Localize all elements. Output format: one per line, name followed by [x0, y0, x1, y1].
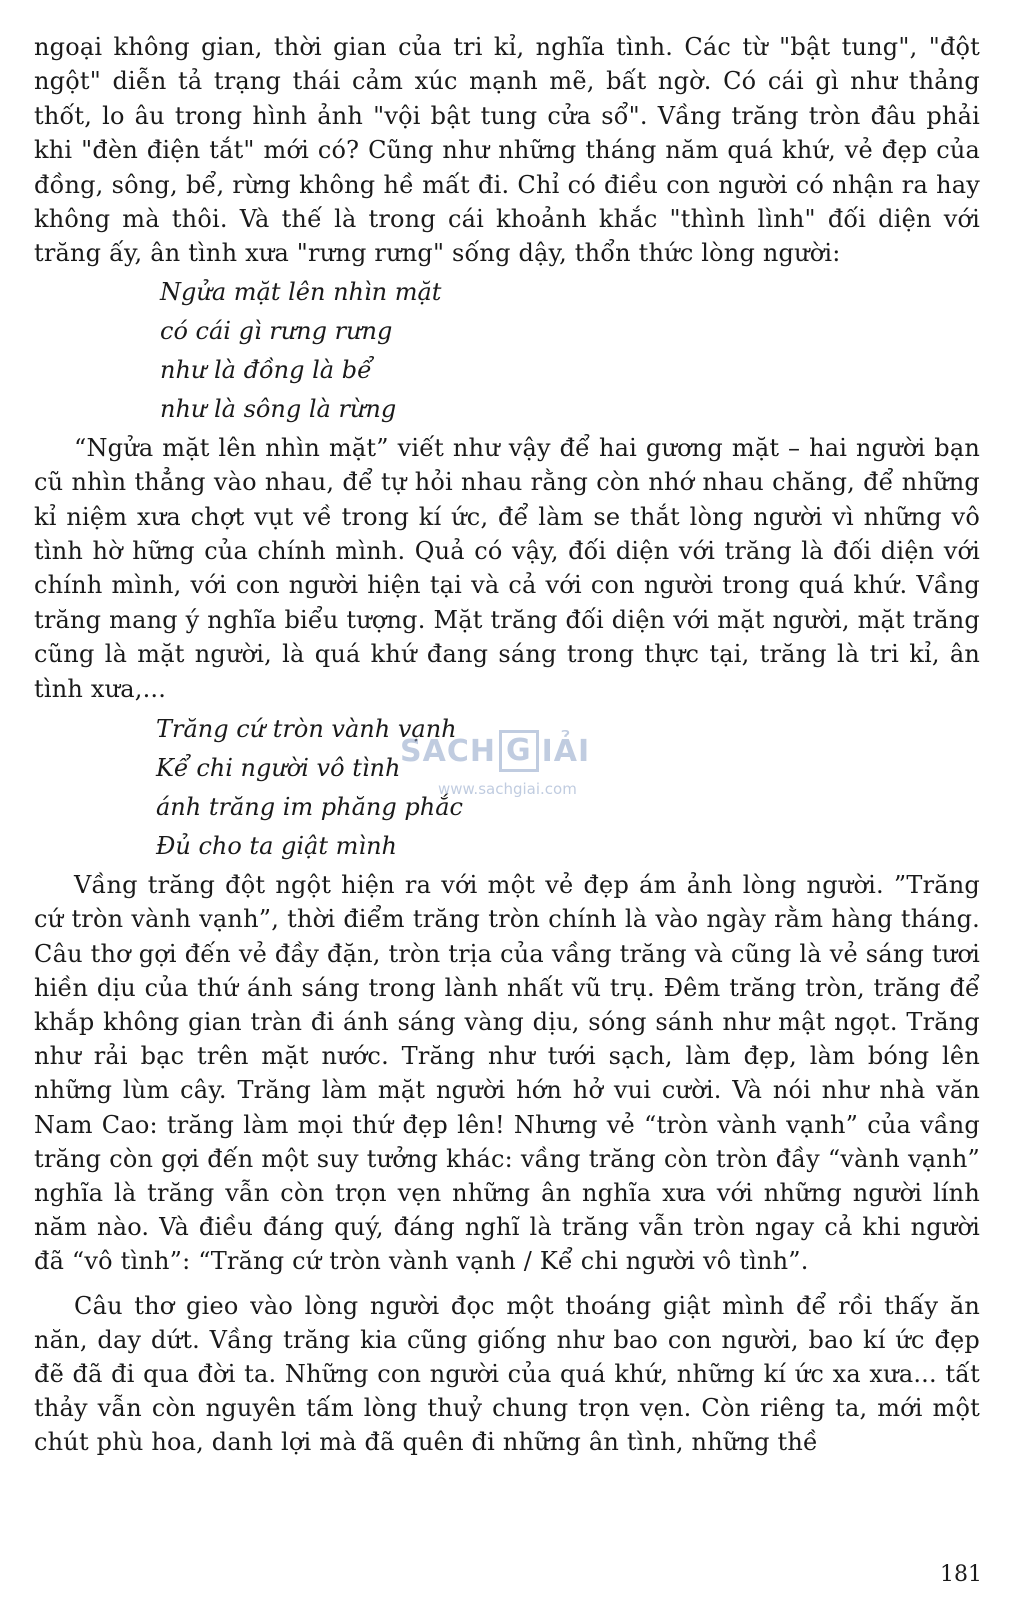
paragraph-1: ngoại không gian, thời gian của tri kỉ, nghĩa tình. Các từ "bật tung", "đột ngột" diễn tả trạng thái cảm xúc mạnh mẽ, bất ngờ. Có cái gì như thảng thốt, lo âu trong hình ảnh "vội bật tung cửa sổ". Vầng trăng tròn đâu phải khi "đèn điện tắt" mới có? Cũng như những tháng năm quá khứ, vẻ đẹp của đồng, sông, bể, rừng không hề mất đi. Chỉ có điều con người có nhận ra hay không mà thôi. Và thế là trong cái khoảnh khắc "thình lình" đối diện với trăng ấy, ân tình xưa "rưng rưng" sống dậy, thổn thức lòng người:: [34, 33, 980, 268]
verse-line: Đủ cho ta giật mình: [156, 832, 397, 861]
verse-line: như là đồng là bể: [160, 355, 372, 384]
verse-line: ánh trăng im phăng phắc: [156, 793, 463, 822]
paragraph-4: Câu thơ gieo vào lòng người đọc một thoáng giật mình để rồi thấy ăn năn, day dứt. Vầng trăng kia cũng giống như bao con người, bao kí ức đẹp đẽ đã đi qua đời ta. Những con người của quá khứ, những kí ức xa xưa... tất thảy vẫn còn nguyên tấm lòng thuỷ chung trọn vẹn. Còn riêng ta, mới một chút phù hoa, danh lợi mà đã quên đi những ân tình, những thề: [34, 1291, 980, 1457]
verse-block-1: [160, 273, 980, 429]
paragraph-2: “Ngửa mặt lên nhìn mặt” viết như vậy để hai gương mặt – hai người bạn cũ nhìn thẳng vào nhau, để tự hỏi nhau rằng còn nhớ nhau chăng, để những kỉ niệm xưa chợt vụt về trong kí ức, để làm se thắt lòng người vì những vô tình hờ hững của chính mình. Quả có vậy, đối diện với trăng là đối diện với chính mình, với con người hiện tại và cả với con người trong quá khứ. Vầng trăng mang ý nghĩa biểu tượng. Mặt trăng đối diện với mặt người, mặt trăng cũng là mặt người, là quá khứ đang sáng trong thực tại, trăng là tri kỉ, ân tình xưa,...: [34, 433, 980, 703]
paragraph-gap: [34, 1279, 980, 1289]
document-page: [34, 30, 980, 1590]
watermark-text-right: IẢI: [541, 733, 591, 769]
verse-line: có cái gì rưng rưng: [160, 316, 393, 345]
verse-line: Ngửa mặt lên nhìn mặt: [160, 277, 442, 306]
watermark-text-left: SACH: [400, 733, 496, 769]
verse-block-2: [156, 710, 980, 866]
watermark-boxed-letter: G: [499, 730, 539, 772]
watermark-url: www.sachgiai.com: [438, 780, 577, 798]
verse-line: như là sông là rừng: [160, 394, 397, 423]
verse-line: Trăng cứ tròn vành vạnh: [156, 715, 457, 744]
verse-line: Kể chi người vô tình: [156, 754, 401, 783]
page-number: 181: [940, 1562, 982, 1587]
paragraph-3: Vầng trăng đột ngột hiện ra với một vẻ đẹp ám ảnh lòng người. ”Trăng cứ tròn vành vạnh”, thời điểm trăng tròn chính là vào ngày rằm hàng tháng. Câu thơ gợi đến vẻ đầy đặn, tròn trịa của vầng trăng và cũng là vẻ sáng tươi hiền dịu của thứ ánh sáng trong lành nhất vũ trụ. Đêm trăng tròn, trăng để khắp không gian tràn đi ánh sáng vàng dịu, sóng sánh như mật ngọt. Trăng như rải bạc trên mặt nước. Trăng như tưới sạch, làm đẹp, làm bóng lên những lùm cây. Trăng làm mặt người hớn hở vui cười. Và nói như nhà văn Nam Cao: trăng làm mọi thứ đẹp lên! Nhưng vẻ “tròn vành vạnh” của vầng trăng còn gợi đến một suy tưởng khác: vầng trăng còn tròn đầy “vành vạnh” nghĩa là trăng vẫn còn trọn vẹn những ân nghĩa xưa với những người lính năm nào. Và điều đáng quý, đáng nghĩ là trăng vẫn tròn ngay cả khi người đã “vô tình”: “Trăng cứ tròn vành vạnh / Kể chi người vô tình”.: [34, 871, 980, 1276]
